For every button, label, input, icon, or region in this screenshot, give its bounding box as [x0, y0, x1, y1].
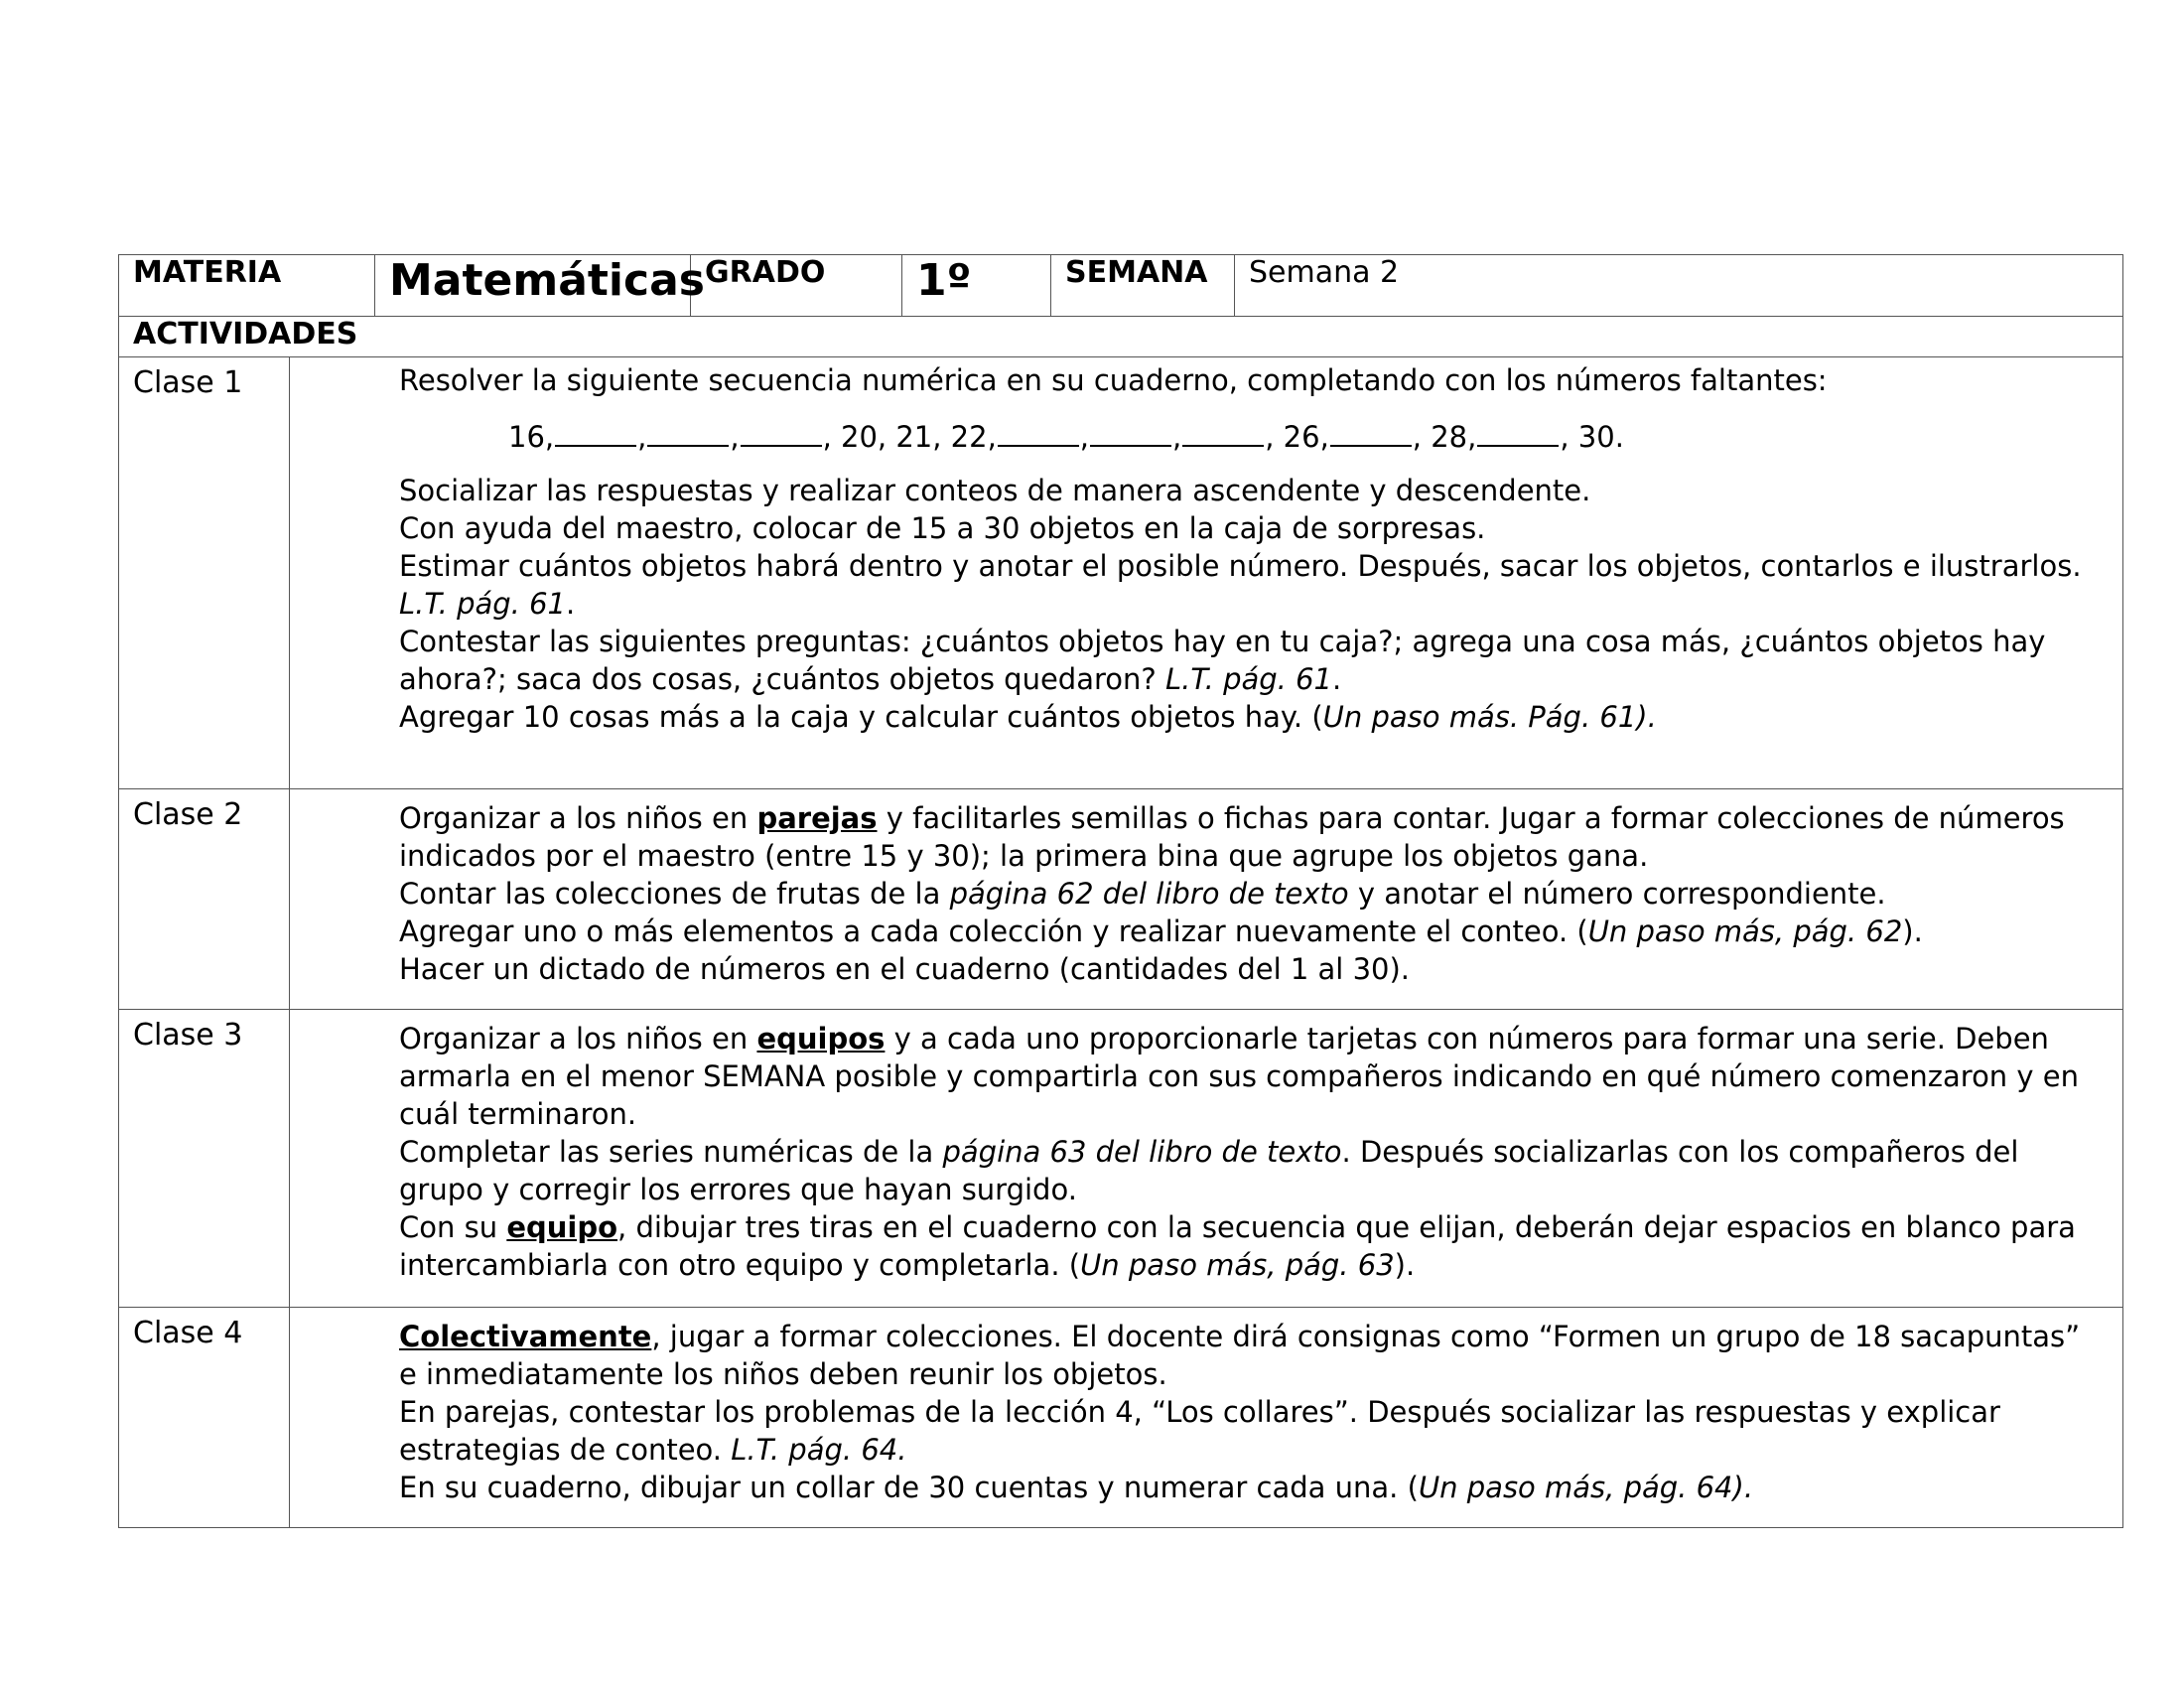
clase2-content: [290, 789, 2123, 1010]
reference: L.T. pág. 64.: [731, 1433, 907, 1467]
number-sequence: [290, 417, 2122, 456]
text: Contar las colecciones de frutas de la: [399, 877, 941, 911]
reference: página 63 del libro de texto: [942, 1135, 1342, 1169]
text: En su cuaderno, dibujar un collar de 30 cuentas y numerar cada una. (: [399, 1471, 1419, 1504]
text: En parejas, contestar los problemas de la lección 4, “Los collares”. Después socializar las respuestas y explicar estrategias de conteo.: [399, 1395, 2000, 1467]
text: .: [566, 587, 576, 621]
reference: Un paso más. Pág. 61).: [1322, 700, 1657, 734]
reference: Un paso más, pág. 64).: [1418, 1471, 1754, 1504]
planning-table: [118, 254, 2123, 1528]
clase1-line: [290, 698, 2122, 736]
clase4-line: [290, 1393, 2122, 1469]
seq-part: , 30.: [1560, 420, 1624, 454]
blank: [555, 417, 636, 447]
seq-part: 16,: [508, 420, 555, 454]
clase3-line: [290, 1208, 2122, 1284]
text: y facilitarles semillas o fichas para contar. Jugar a formar colecciones de números indicados por el maestro (entre 15 y 30); la primera bina que agrupe los objetos gana.: [399, 801, 2065, 873]
seq-part: ,: [637, 420, 647, 454]
text: y a cada uno proporcionarle tarjetas con números para formar una serie. Deben armarla en el menor SEMANA posible y compartirla con sus compañeros indicando en qué número comenzaron y en cuál terminaron.: [399, 1022, 2080, 1131]
blank: [1330, 417, 1412, 447]
clase1-intro: Resolver la siguiente secuencia numérica en su cuaderno, completando con los números faltantes:: [399, 363, 1828, 397]
text: Organizar a los niños en: [399, 801, 749, 835]
text: y anotar el número correspondiente.: [1357, 877, 1886, 911]
semana-value: Semana 2: [1235, 255, 2123, 317]
reference: L.T. pág. 61: [399, 587, 567, 621]
blank: [1090, 417, 1171, 447]
clase4-line: [290, 1318, 2122, 1393]
text: Agregar uno o más elementos a cada colección y realizar nuevamente el conteo. (: [399, 914, 1588, 948]
clase3-label: Clase 3: [119, 1010, 290, 1308]
blank: [647, 417, 729, 447]
materia-label: MATERIA: [119, 255, 375, 317]
clase1-line: [290, 623, 2122, 698]
clase1-line: Con ayuda del maestro, colocar de 15 a 30 objetos en la caja de sorpresas.: [399, 511, 1486, 545]
text: , jugar a formar colecciones. El docente dirá consignas como “Formen un grupo de 18 sacapuntas” e inmediatamente los niños deben reunir los objetos.: [399, 1320, 2081, 1391]
blank: [1477, 417, 1559, 447]
text: . Después socializarlas con los compañeros del grupo y corregir los errores que hayan surgido.: [399, 1135, 2019, 1206]
seq-part: ,: [730, 420, 740, 454]
text: Completar las series numéricas de la: [399, 1135, 934, 1169]
clase1-content: [290, 357, 2123, 789]
clase3-line: [290, 1020, 2122, 1133]
blank: [741, 417, 822, 447]
clase3-line: [290, 1133, 2122, 1208]
reference: Un paso más, pág. 62: [1587, 914, 1903, 948]
text: ).: [1902, 914, 1923, 948]
seq-part: , 28,: [1412, 420, 1477, 454]
seq-part: , 26,: [1265, 420, 1329, 454]
text: .: [1332, 662, 1342, 696]
clase2-label: Clase 2: [119, 789, 290, 1010]
text: , dibujar tres tiras en el cuaderno con la secuencia que elijan, deberán dejar espacios en blanco para intercambiarla con otro equipo y completarla. (: [399, 1210, 2076, 1282]
seq-part: , 20, 21, 22,: [822, 420, 997, 454]
clase4-label: Clase 4: [119, 1308, 290, 1528]
grado-label: GRADO: [691, 255, 902, 317]
text: Agregar 10 cosas más a la caja y calcular cuántos objetos hay. (: [399, 700, 1323, 734]
blank: [1182, 417, 1264, 447]
emphasis: equipo: [506, 1210, 618, 1244]
clase-row: [119, 357, 2123, 789]
semana-label: SEMANA: [1051, 255, 1235, 317]
emphasis: parejas: [756, 801, 878, 835]
clase1-line: Socializar las respuestas y realizar conteos de manera ascendente y descendente.: [399, 474, 1591, 507]
clase-row: [119, 1010, 2123, 1308]
clase1-line: Estimar cuántos objetos habrá dentro y anotar el posible número. Después, sacar los objetos, contarlos e ilustrarlos.: [399, 549, 2082, 583]
clase-row: [119, 1308, 2123, 1528]
seq-part: ,: [1172, 420, 1182, 454]
text: Organizar a los niños en: [399, 1022, 749, 1055]
emphasis: equipos: [756, 1022, 886, 1055]
reference: página 62 del libro de texto: [949, 877, 1349, 911]
reference: Un paso más, pág. 63: [1080, 1248, 1395, 1282]
reference: L.T. pág. 61: [1165, 662, 1333, 696]
text: Con su: [399, 1210, 498, 1244]
clase4-line: [290, 1469, 2122, 1506]
header-row: [119, 255, 2123, 317]
actividades-heading: ACTIVIDADES: [119, 317, 2123, 357]
clase-row: [119, 789, 2123, 1010]
blank: [998, 417, 1079, 447]
clase2-line: Hacer un dictado de números en el cuaderno (cantidades del 1 al 30).: [399, 952, 1411, 986]
materia-value: Matemáticas: [375, 255, 691, 317]
actividades-row: [119, 317, 2123, 357]
emphasis: Colectivamente: [399, 1320, 652, 1353]
text: ).: [1394, 1248, 1416, 1282]
clase2-line: [290, 799, 2122, 875]
clase4-content: [290, 1308, 2123, 1528]
grado-value: 1º: [902, 255, 1051, 317]
seq-part: ,: [1079, 420, 1090, 454]
text: Contestar las siguientes preguntas: ¿cuántos objetos hay en tu caja?; agrega una cosa más, ¿cuántos objetos hay ahora?; saca dos cosas, ¿cuántos objetos quedaron?: [399, 625, 2046, 696]
clase2-line: [290, 913, 2122, 950]
clase2-line: [290, 875, 2122, 913]
clase1-line: [290, 585, 2122, 623]
clase1-label: Clase 1: [119, 357, 290, 789]
clase3-content: [290, 1010, 2123, 1308]
